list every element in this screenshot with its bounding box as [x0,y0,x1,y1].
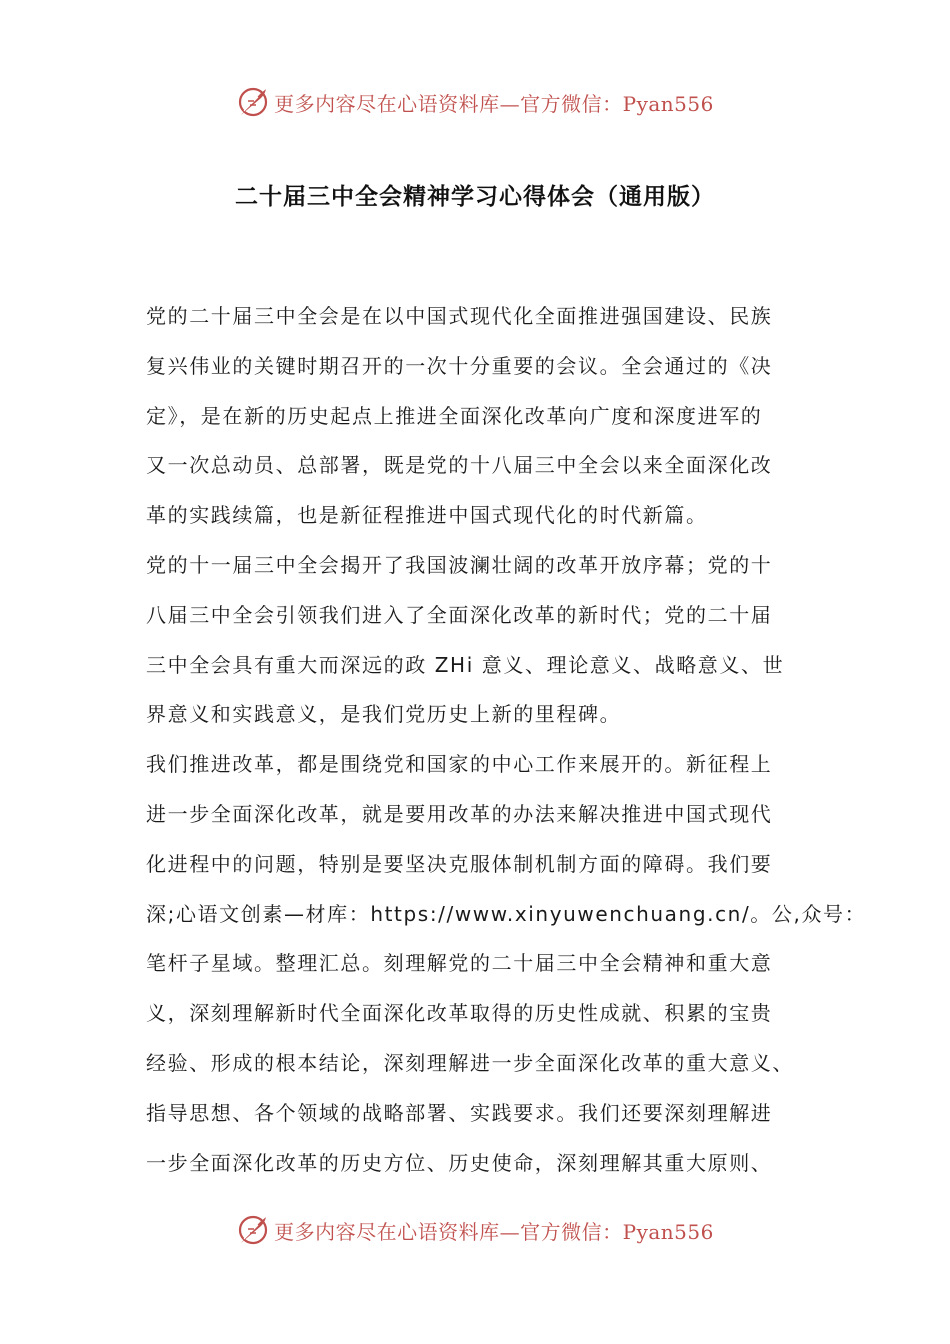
text-line: 进一步全面深化改革，就是要用改革的办法来解决推进中国式现代 [146,801,773,826]
banner-text: 更多内容尽在心语资料库—官方微信：Pyan556 [274,91,714,116]
header-banner [0,80,950,124]
quill-pen-logo-icon [236,1213,270,1247]
footer-banner [0,1208,950,1252]
page-title: 二十届三中全会精神学习心得体会（通用版） [235,184,715,210]
text-line: 三中全会具有重大而深远的政 ZHi 意义、理论意义、战略意义、世 [146,652,785,677]
text-line: 义，深刻理解新时代全面深化改革取得的历史性成就、积累的宝贵 [146,1001,773,1026]
quill-pen-logo-icon [236,85,270,119]
text-line: 界意义和实践意义，是我们党历史上新的里程碑。 [146,702,622,727]
text-line: 指导思想、各个领域的战略部署、实践要求。我们还要深刻理解进 [146,1100,773,1125]
text-line: 党的十一届三中全会揭开了我国波澜壮阔的改革开放序幕；党的十 [146,552,773,577]
text-line: 一步全面深化改革的历史方位、历史使命，深刻理解其重大原则、 [146,1150,773,1175]
text-line: 笔杆子星域。整理汇总。刻理解党的二十届三中全会精神和重大意 [146,951,773,976]
text-line: 经验、形成的根本结论，深刻理解进一步全面深化改革的重大意义、 [146,1050,794,1075]
text-line: 我们推进改革，都是围绕党和国家的中心工作来展开的。新征程上 [146,752,773,777]
footer-banner-text: 更多内容尽在心语资料库—官方微信：Pyan556 [274,1219,714,1244]
text-line: 八届三中全会引领我们进入了全面深化改革的新时代；党的二十届 [146,602,773,627]
text-line: 定》，是在新的历史起点上推进全面深化改革向广度和深度进军的 [146,403,763,428]
text-line: 党的二十届三中全会是在以中国式现代化全面推进强国建设、民族 [146,304,773,328]
text-line: 化进程中的问题，特别是要坚决克服体制机制方面的障碍。我们要 [146,851,773,876]
document-body [146,292,867,1188]
text-line: 又一次总动员、总部署，既是党的十八届三中全会以来全面深化改 [146,453,773,478]
text-line: 革的实践续篇，也是新征程推进中国式现代化的时代新篇。 [146,503,708,528]
text-line: 深;心语文创素—材库：https://www.xinyuwenchuang.cn/。公,众号： [146,901,867,926]
text-line: 复兴伟业的关键时期召开的一次十分重要的会议。全会通过的《决 [146,353,773,378]
